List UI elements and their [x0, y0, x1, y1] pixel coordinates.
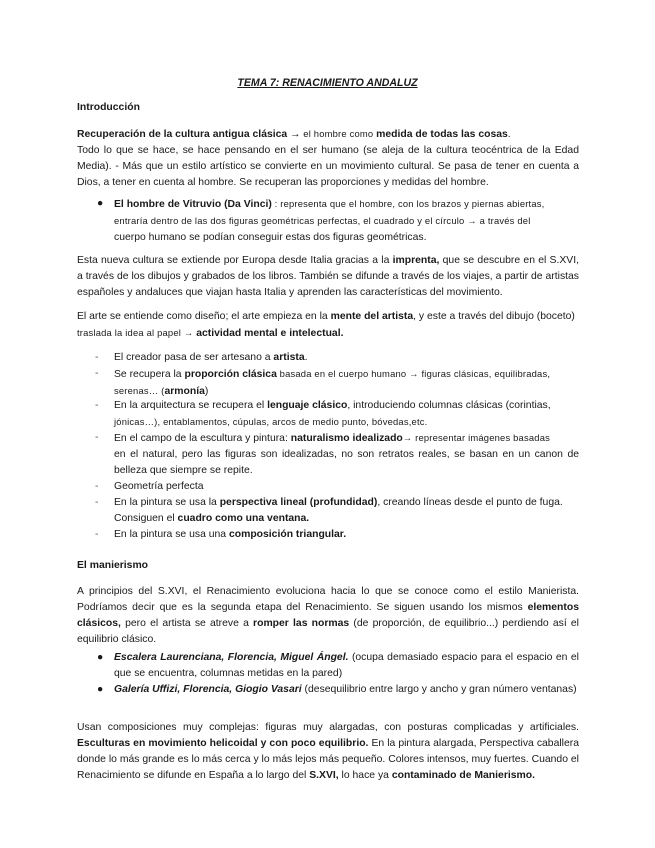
- dash-1-d: serenas… (: [114, 385, 165, 396]
- dash-3-a: En el campo de la escultura y pintura:: [114, 433, 291, 444]
- dash-6-a: En la pintura se usa una: [114, 529, 229, 540]
- intro-p3-small: traslada la idea al papel →: [77, 327, 197, 338]
- man-p1-bold2: romper las normas: [253, 618, 350, 629]
- document-title: TEMA 7: RENACIMIENTO ANDALUZ: [237, 77, 418, 89]
- bullet-dot-icon: ●: [97, 198, 104, 209]
- dash-4-a: Geometría perfecta: [114, 481, 204, 492]
- dash-1-c: basada en el cuerpo humano → figuras clásicas, equilibradas,: [276, 368, 551, 379]
- dash-3-d: en el natural, pero las figuras son idealizadas, no son retratos reales, se basan en un canon de belleza que siempre se repite.: [114, 449, 579, 476]
- dash-6-b: composición triangular.: [228, 529, 347, 540]
- dash-2-b: lenguaje clásico: [267, 400, 348, 411]
- dash-0-b: artista: [273, 352, 305, 363]
- man-bullet-0-text: (ocupa demasiado espacio para el espacio en el que se encuentra, columnas metidas en la pared): [114, 652, 579, 679]
- dash-marker: -: [95, 400, 99, 411]
- man-p1-c: (de proporción, de equilibrio...) perdiendo así el equilibrio clásico.: [77, 618, 579, 645]
- man-bullet-1-text: (desequilibrio entre largo y ancho y gran número ventanas): [301, 684, 577, 695]
- intro-p1-bold-b: medida de todas las cosas: [376, 129, 508, 140]
- manierismo-paragraph-2: [77, 720, 579, 784]
- intro-p3-bold: mente del artista: [330, 311, 414, 322]
- dash-2-c: , introduciendo columnas clásicas (corintias,: [347, 400, 551, 411]
- man-bullet-1-title: Galería Uffizi, Florencia, Giogio Vasari: [114, 684, 302, 695]
- intro-paragraph-3: [77, 309, 579, 342]
- intro-p1-end: .: [507, 129, 511, 140]
- dash-marker: -: [95, 368, 99, 379]
- dash-1-f: ): [204, 386, 209, 397]
- section-heading-manierismo: El manierismo: [77, 560, 149, 571]
- intro-p2-a: Esta nueva cultura se extiende por Europa desde Italia gracias a la: [77, 255, 393, 266]
- dash-2-d: jónicas…), entablamentos, cúpulas, arcos de medio punto, bóvedas,etc.: [114, 416, 428, 427]
- dash-2-a: En la arquitectura se recupera el: [114, 400, 268, 411]
- intro-p1-bold-a: Recuperación de la cultura antigua clásica →: [77, 129, 301, 140]
- dash-1-e: armonía: [164, 386, 205, 397]
- man-p2-bold3: contaminado de Manierismo.: [391, 770, 535, 781]
- man-bullet-0-title: Escalera Laurenciana, Florencia, Miguel Ángel.: [114, 652, 349, 663]
- dash-5-e: cuadro como una ventana.: [177, 513, 310, 524]
- dash-marker: -: [95, 352, 99, 363]
- dash-marker: -: [95, 529, 99, 540]
- dash-3-b: naturalismo idealizado: [290, 433, 403, 444]
- vitruvio-bold: El hombre de Vitruvio (Da Vinci): [114, 199, 272, 210]
- man-p2-bold2: S.XVI,: [309, 770, 339, 781]
- man-p2-b: En la pintura alargada, Perspectiva caballera donde lo más grande es lo más cerca y lo más lejos más pequeño. Colores intensos, muy fuertes. Cuando el Renacimiento se difunde en España a lo largo del: [77, 738, 580, 781]
- dash-0-a: El creador pasa de ser artesano a: [114, 352, 274, 363]
- intro-p1-rest: Todo lo que se hace, se hace pensando en el ser humano (se aleja de la cultura teocéntrica de la Edad Media). - Más que un estilo artístico se convierte en un movimiento cultural. Se pasa de tener en cuenta a Dios, a tener en cuenta al hombre. Se recuperan las proporciones y medidas del hombre.: [77, 145, 579, 188]
- vitruvio-end: cuerpo humano se podían conseguir estas dos figuras geométricas.: [114, 232, 427, 243]
- man-p2-bold: Esculturas en movimiento helicoidal y con poco equilibrio.: [77, 738, 369, 749]
- dash-5-c: , creando líneas desde el punto de fuga.: [377, 497, 563, 508]
- dash-1-b: proporción clásica: [184, 369, 277, 380]
- dash-marker: -: [95, 497, 99, 508]
- intro-p3-bold2: actividad mental e intelectual.: [196, 328, 344, 339]
- dash-1-a: Se recupera la: [114, 369, 185, 380]
- dash-marker: -: [95, 432, 99, 443]
- intro-p2-bold: imprenta,: [392, 255, 440, 266]
- manierismo-paragraph-1: [77, 584, 579, 648]
- intro-p3-b: , y este a través del dibujo (boceto): [413, 311, 575, 322]
- man-p1-b: pero el artista se atreve a: [120, 618, 254, 629]
- dash-5-b: perspectiva lineal (profundidad): [219, 497, 378, 508]
- dash-3-c: → representar imágenes basadas: [402, 432, 550, 443]
- dash-marker: -: [95, 481, 99, 492]
- intro-paragraph-2: [77, 253, 579, 301]
- man-p2-a: Usan composiciones muy complejas: figuras muy alargadas, con posturas complicadas y artificiales.: [77, 722, 579, 733]
- intro-p3-a: El arte se entiende como diseño; el arte empieza en la: [77, 311, 331, 322]
- vitruvio-small: entraría dentro de las dos figuras geométricas perfectas, el cuadrado y el círculo → a través del: [114, 215, 531, 226]
- intro-p1-small: el hombre como: [300, 128, 377, 139]
- intro-p2-b: que se descubre en el S.XVI, a través de los dibujos y grabados de los libros. También se difunde a través de los viajes, a partir de artistas españoles y andaluces que viajan hasta Italia y aprenden las características del movimiento.: [77, 255, 579, 298]
- dash-5-d: Consiguen el: [114, 513, 178, 524]
- man-p1-a: A principios del S.XVI, el Renacimiento evoluciona hacia lo que se conoce como el estilo Manierista. Podríamos decir que es la segunda etapa del Renacimiento. Se siguen usando los mismos: [77, 586, 579, 613]
- dash-0-c: .: [304, 352, 308, 363]
- bullet-dot-icon: ●: [97, 652, 104, 663]
- man-p2-c: lo hace ya: [338, 770, 392, 781]
- vitruvio-text: : representa que el hombre, con los brazos y piernas abiertas,: [271, 198, 545, 209]
- bullet-dot-icon: ●: [97, 684, 104, 695]
- dash-5-a: En la pintura se usa la: [114, 497, 220, 508]
- section-heading-introduccion: Introducción: [77, 102, 140, 113]
- man-p1-bold: elementos clásicos,: [77, 602, 579, 629]
- intro-paragraph-1: [77, 126, 579, 191]
